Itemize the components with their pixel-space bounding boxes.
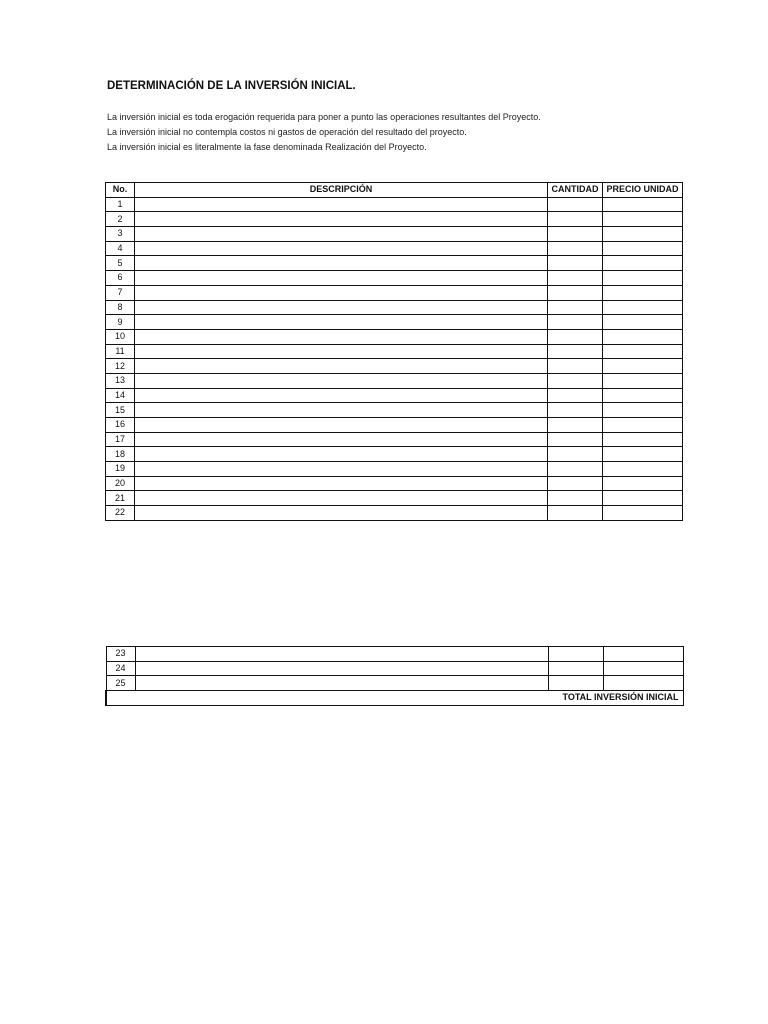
- table-row: [106, 359, 683, 374]
- cell-cantidad[interactable]: [548, 329, 603, 344]
- cell-cantidad[interactable]: [548, 300, 603, 315]
- table-row: [106, 373, 683, 388]
- table-body-part1: [106, 197, 683, 520]
- cell-cantidad[interactable]: [548, 647, 603, 662]
- row-number: 10: [106, 329, 135, 344]
- cell-descripcion[interactable]: [135, 256, 548, 271]
- paragraph-line: La inversión inicial es literalmente la fase denominada Realización del Proyecto.: [107, 141, 427, 152]
- cell-precio-unidad[interactable]: [603, 447, 683, 462]
- row-number: 7: [106, 285, 135, 300]
- cell-cantidad[interactable]: [548, 506, 603, 521]
- cell-precio-unidad[interactable]: [603, 329, 683, 344]
- cell-cantidad[interactable]: [548, 212, 603, 227]
- cell-precio-unidad[interactable]: [603, 432, 683, 447]
- cell-cantidad[interactable]: [548, 403, 603, 418]
- row-number: 17: [106, 432, 135, 447]
- row-number: 20: [106, 476, 135, 491]
- cell-precio-unidad[interactable]: [603, 300, 683, 315]
- row-number: 13: [106, 373, 135, 388]
- row-number: 21: [106, 491, 135, 506]
- cell-descripcion[interactable]: [135, 403, 548, 418]
- row-number: 1: [106, 197, 135, 212]
- cell-descripcion[interactable]: [135, 676, 548, 691]
- cell-descripcion[interactable]: [135, 227, 548, 242]
- cell-descripcion[interactable]: [135, 418, 548, 433]
- investment-table-continued: [105, 646, 684, 706]
- page-title: DETERMINACIÓN DE LA INVERSIÓN INICIAL.: [107, 80, 356, 92]
- cell-descripcion[interactable]: [135, 212, 548, 227]
- table-row: [106, 197, 683, 212]
- table-row: [106, 447, 683, 462]
- cell-cantidad[interactable]: [548, 418, 603, 433]
- row-number: 15: [106, 403, 135, 418]
- cell-cantidad[interactable]: [548, 256, 603, 271]
- cell-cantidad[interactable]: [548, 462, 603, 477]
- cell-precio-unidad[interactable]: [603, 647, 683, 662]
- header-descripcion: DESCRIPCIÓN: [135, 183, 548, 198]
- cell-descripcion[interactable]: [135, 491, 548, 506]
- table-row: [106, 271, 683, 286]
- cell-descripcion[interactable]: [135, 359, 548, 374]
- intro-text: [107, 110, 541, 154]
- cell-precio-unidad[interactable]: [603, 197, 683, 212]
- cell-descripcion[interactable]: [135, 197, 548, 212]
- table-row: [106, 329, 683, 344]
- cell-cantidad[interactable]: [548, 676, 603, 691]
- cell-precio-unidad[interactable]: [603, 462, 683, 477]
- row-number: 4: [106, 241, 135, 256]
- cell-descripcion[interactable]: [135, 661, 548, 676]
- cell-descripcion[interactable]: [135, 285, 548, 300]
- cell-cantidad[interactable]: [548, 227, 603, 242]
- row-number: 12: [106, 359, 135, 374]
- cell-cantidad[interactable]: [548, 491, 603, 506]
- table-row: [106, 315, 683, 330]
- cell-cantidad[interactable]: [548, 373, 603, 388]
- table-row: [106, 506, 683, 521]
- row-number: 19: [106, 462, 135, 477]
- cell-precio-unidad[interactable]: [603, 271, 683, 286]
- cell-precio-unidad[interactable]: [603, 418, 683, 433]
- cell-precio-unidad[interactable]: [603, 227, 683, 242]
- cell-cantidad[interactable]: [548, 359, 603, 374]
- table-row: [106, 344, 683, 359]
- row-number: 6: [106, 271, 135, 286]
- cell-descripcion[interactable]: [135, 329, 548, 344]
- header-no: No.: [106, 183, 135, 198]
- cell-descripcion[interactable]: [135, 432, 548, 447]
- row-number: 14: [106, 388, 135, 403]
- cell-cantidad[interactable]: [548, 661, 603, 676]
- table-body-part2: [106, 647, 683, 691]
- cell-precio-unidad[interactable]: [603, 373, 683, 388]
- cell-cantidad[interactable]: [548, 388, 603, 403]
- cell-descripcion[interactable]: [135, 647, 548, 662]
- total-row: [106, 691, 683, 706]
- cell-precio-unidad[interactable]: [603, 676, 683, 691]
- cell-descripcion[interactable]: [135, 447, 548, 462]
- cell-descripcion[interactable]: [135, 462, 548, 477]
- table-row: [106, 661, 683, 676]
- table-row: [106, 491, 683, 506]
- cell-descripcion[interactable]: [135, 373, 548, 388]
- header-cantidad: CANTIDAD: [548, 183, 603, 198]
- row-number: 11: [106, 344, 135, 359]
- row-number: 2: [106, 212, 135, 227]
- cell-descripcion[interactable]: [135, 241, 548, 256]
- cell-cantidad[interactable]: [548, 432, 603, 447]
- table-row: [106, 285, 683, 300]
- row-number: 25: [106, 676, 135, 691]
- cell-cantidad[interactable]: [548, 447, 603, 462]
- cell-precio-unidad[interactable]: [603, 212, 683, 227]
- table-row: [106, 462, 683, 477]
- header-precio-unidad: PRECIO UNIDAD: [603, 183, 683, 198]
- cell-precio-unidad[interactable]: [603, 403, 683, 418]
- table-row: [106, 227, 683, 242]
- cell-precio-unidad[interactable]: [603, 476, 683, 491]
- row-number: 22: [106, 506, 135, 521]
- cell-cantidad[interactable]: [548, 344, 603, 359]
- row-number: 23: [106, 647, 135, 662]
- row-number: 24: [106, 661, 135, 676]
- paragraph-line: La inversión inicial es toda erogación requerida para poner a punto las operaciones resultantes del Proyecto.: [107, 112, 541, 122]
- cell-precio-unidad[interactable]: [603, 256, 683, 271]
- table-row: [106, 403, 683, 418]
- cell-cantidad[interactable]: [548, 285, 603, 300]
- cell-cantidad[interactable]: [548, 241, 603, 256]
- table-row: [106, 676, 683, 691]
- cell-cantidad[interactable]: [548, 476, 603, 491]
- total-label: TOTAL INVERSIÓN INICIAL: [106, 691, 683, 706]
- cell-descripcion[interactable]: [135, 271, 548, 286]
- cell-precio-unidad[interactable]: [603, 315, 683, 330]
- cell-cantidad[interactable]: [548, 197, 603, 212]
- cell-descripcion[interactable]: [135, 476, 548, 491]
- cell-cantidad[interactable]: [548, 271, 603, 286]
- table-row: [106, 388, 683, 403]
- cell-precio-unidad[interactable]: [603, 344, 683, 359]
- table-header-row: [106, 183, 683, 198]
- table-row: [106, 432, 683, 447]
- cell-descripcion[interactable]: [135, 506, 548, 521]
- cell-precio-unidad[interactable]: [603, 359, 683, 374]
- cell-precio-unidad[interactable]: [603, 506, 683, 521]
- cell-descripcion[interactable]: [135, 344, 548, 359]
- cell-precio-unidad[interactable]: [603, 241, 683, 256]
- row-number: 18: [106, 447, 135, 462]
- cell-precio-unidad[interactable]: [603, 388, 683, 403]
- table-row: [106, 241, 683, 256]
- table-row: [106, 212, 683, 227]
- cell-cantidad[interactable]: [548, 315, 603, 330]
- cell-descripcion[interactable]: [135, 300, 548, 315]
- row-number: 9: [106, 315, 135, 330]
- table-row: [106, 476, 683, 491]
- row-number: 8: [106, 300, 135, 315]
- cell-descripcion[interactable]: [135, 315, 548, 330]
- cell-precio-unidad[interactable]: [603, 285, 683, 300]
- row-number: 16: [106, 418, 135, 433]
- paragraph-line: La inversión inicial no contempla costos ni gastos de operación del resultado del proyecto.: [107, 126, 467, 137]
- cell-precio-unidad[interactable]: [603, 491, 683, 506]
- row-number: 3: [106, 227, 135, 242]
- investment-table: [105, 182, 683, 521]
- row-number: 5: [106, 256, 135, 271]
- table-row: [106, 647, 683, 662]
- table-row: [106, 418, 683, 433]
- table-row: [106, 300, 683, 315]
- cell-precio-unidad[interactable]: [603, 661, 683, 676]
- table-row: [106, 256, 683, 271]
- cell-descripcion[interactable]: [135, 388, 548, 403]
